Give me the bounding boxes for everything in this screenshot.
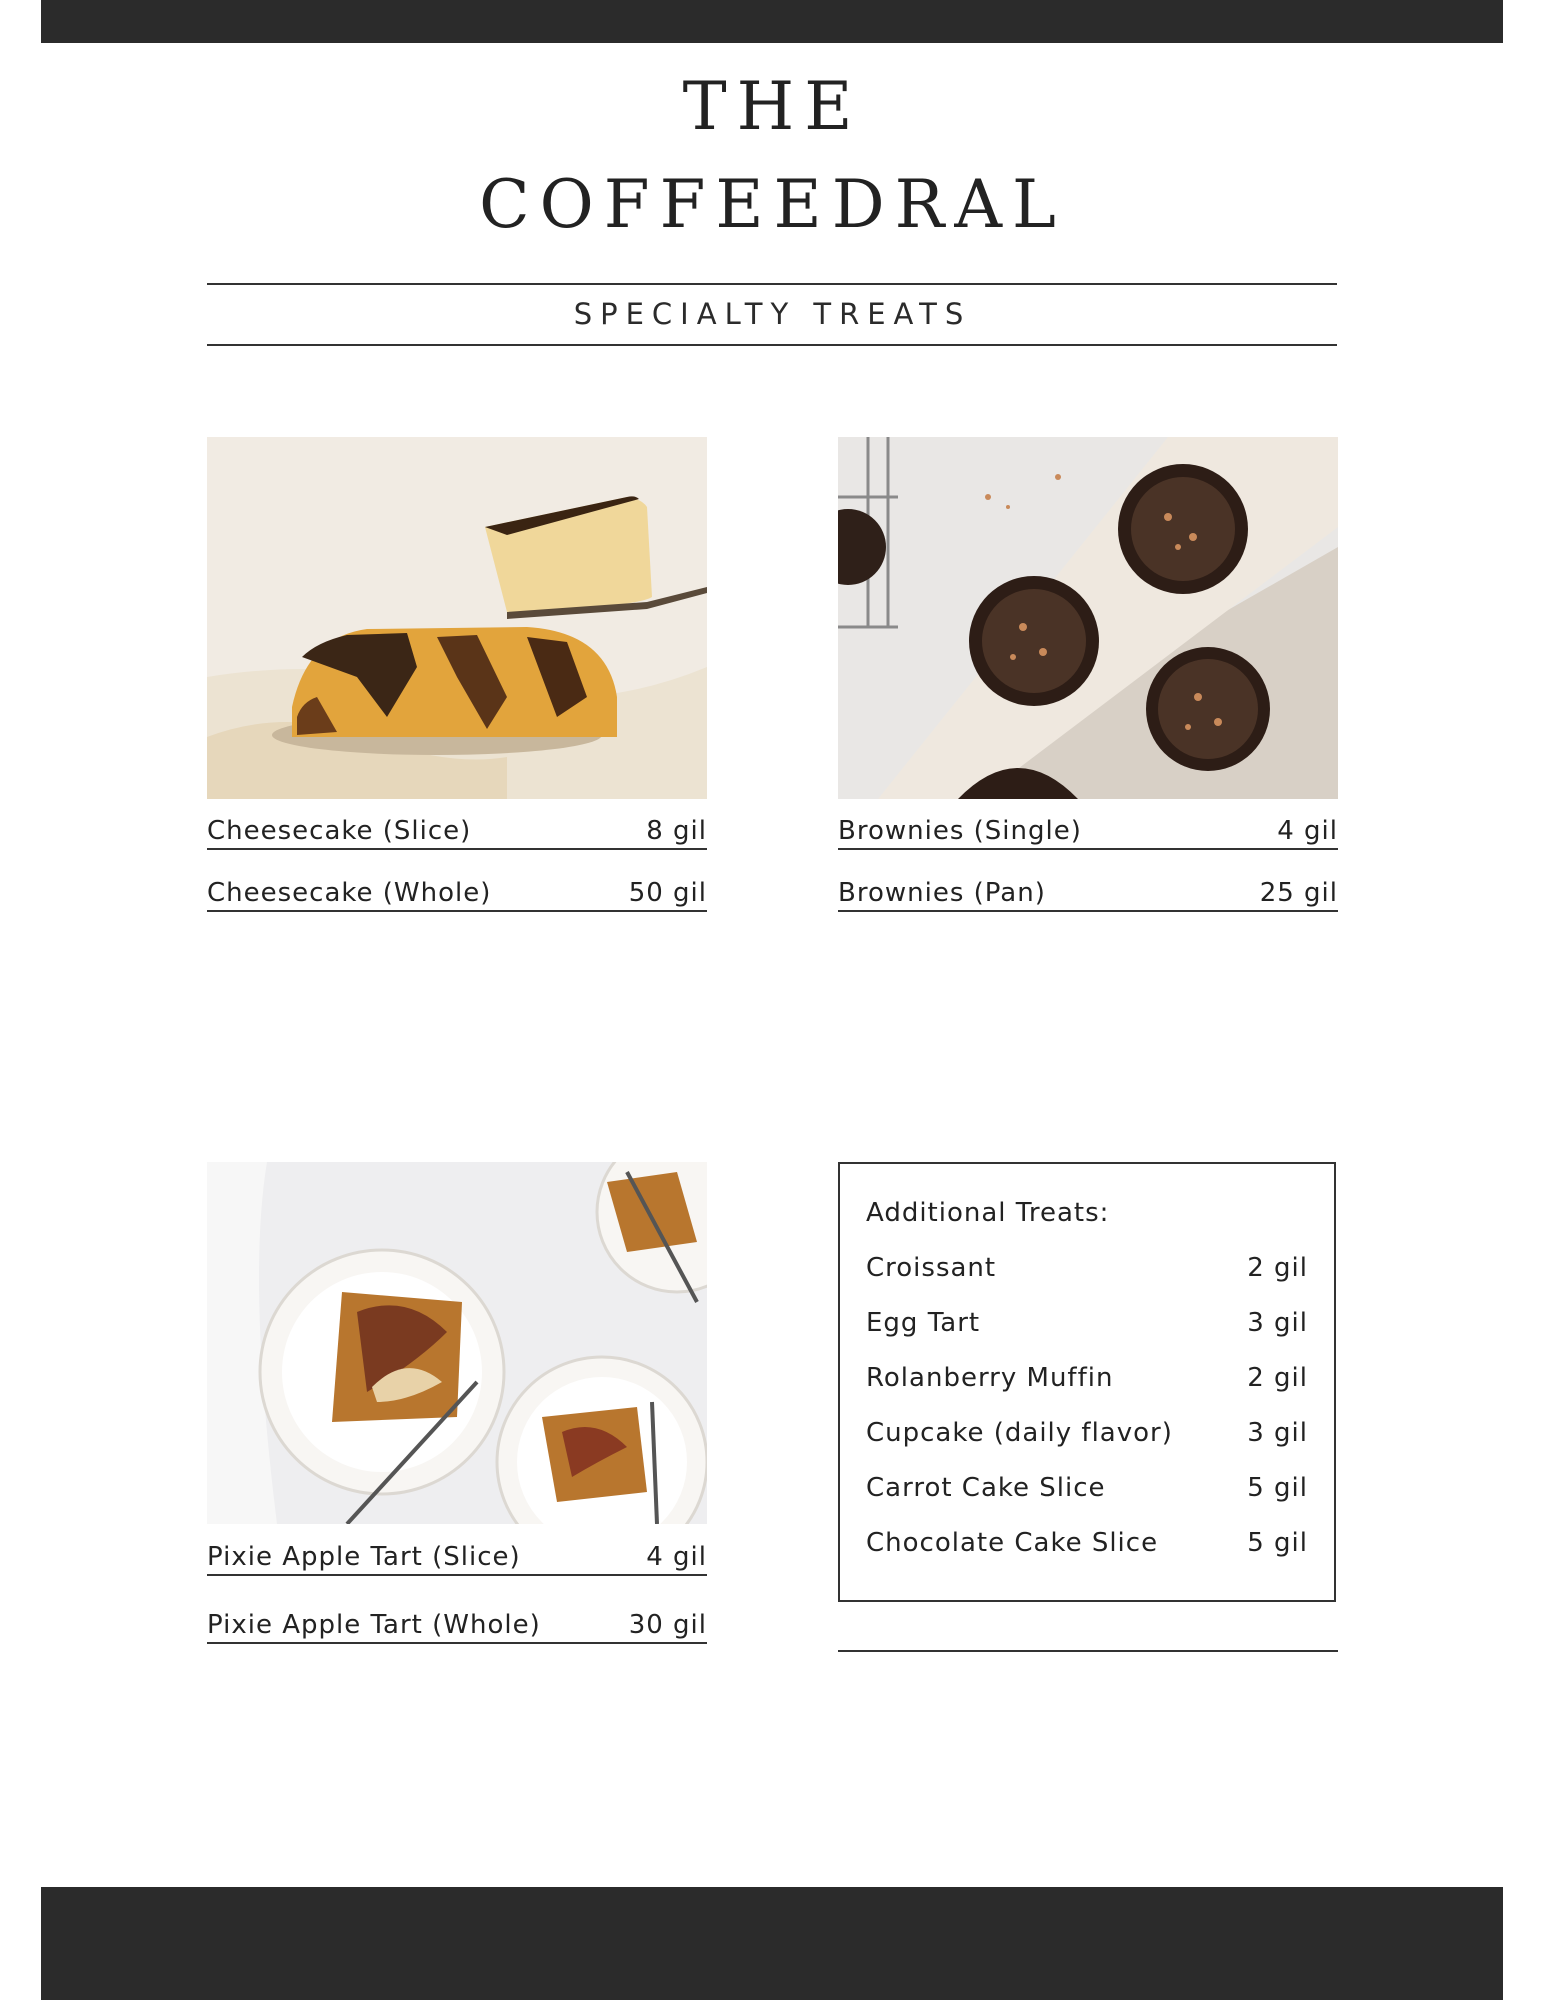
brownies-photo [838, 437, 1338, 799]
treat-price: 2 gil [1247, 1253, 1308, 1283]
additional-heading-text: Additional Treats: [866, 1198, 1110, 1228]
treat-price: 2 gil [1247, 1363, 1308, 1393]
subtitle-bottom-rule [207, 344, 1337, 346]
treat-price: 5 gil [1247, 1473, 1308, 1503]
treat-name: Croissant [866, 1253, 997, 1283]
treat-price: 5 gil [1247, 1528, 1308, 1558]
menu-row [207, 1542, 707, 1576]
menu-row [207, 816, 707, 850]
cheesecake-photo [207, 437, 707, 799]
additional-treats-box [838, 1162, 1336, 1602]
menu-row [838, 816, 1338, 850]
item-price: 25 gil [1259, 878, 1338, 908]
menu-row [207, 878, 707, 912]
item-price: 4 gil [646, 1542, 707, 1572]
item-price: 50 gil [628, 878, 707, 908]
list-item [866, 1308, 1308, 1338]
treat-name: Carrot Cake Slice [866, 1473, 1106, 1503]
treat-price: 3 gil [1247, 1418, 1308, 1448]
top-bar [41, 0, 1503, 43]
list-item [866, 1473, 1308, 1503]
item-price: 4 gil [1277, 816, 1338, 846]
item-name: Cheesecake (Slice) [207, 816, 472, 846]
apple-tart-photo [207, 1162, 707, 1524]
treat-name: Rolanberry Muffin [866, 1363, 1114, 1393]
subtitle-top-rule [207, 283, 1337, 285]
treat-name: Cupcake (daily flavor) [866, 1418, 1173, 1448]
box-underline-rule [838, 1650, 1338, 1652]
list-item [866, 1418, 1308, 1448]
item-name: Cheesecake (Whole) [207, 878, 492, 908]
item-price: 8 gil [646, 816, 707, 846]
treat-price: 3 gil [1247, 1308, 1308, 1338]
item-name: Pixie Apple Tart (Slice) [207, 1542, 521, 1572]
treat-name: Chocolate Cake Slice [866, 1528, 1159, 1558]
item-name: Pixie Apple Tart (Whole) [207, 1610, 541, 1640]
item-name: Brownies (Pan) [838, 878, 1046, 908]
bottom-bar [41, 1887, 1503, 2000]
menu-row [838, 878, 1338, 912]
treat-name: Egg Tart [866, 1308, 981, 1338]
item-price: 30 gil [628, 1610, 707, 1640]
title-line-1: THE [682, 68, 863, 145]
item-name: Brownies (Single) [838, 816, 1082, 846]
title-line-2: COFFEEDRAL [479, 166, 1066, 243]
menu-row [207, 1610, 707, 1644]
list-item [866, 1363, 1308, 1393]
list-item [866, 1528, 1308, 1558]
additional-heading [866, 1198, 1308, 1228]
section-subtitle: SPECIALTY TREATS [573, 297, 972, 331]
list-item [866, 1253, 1308, 1283]
